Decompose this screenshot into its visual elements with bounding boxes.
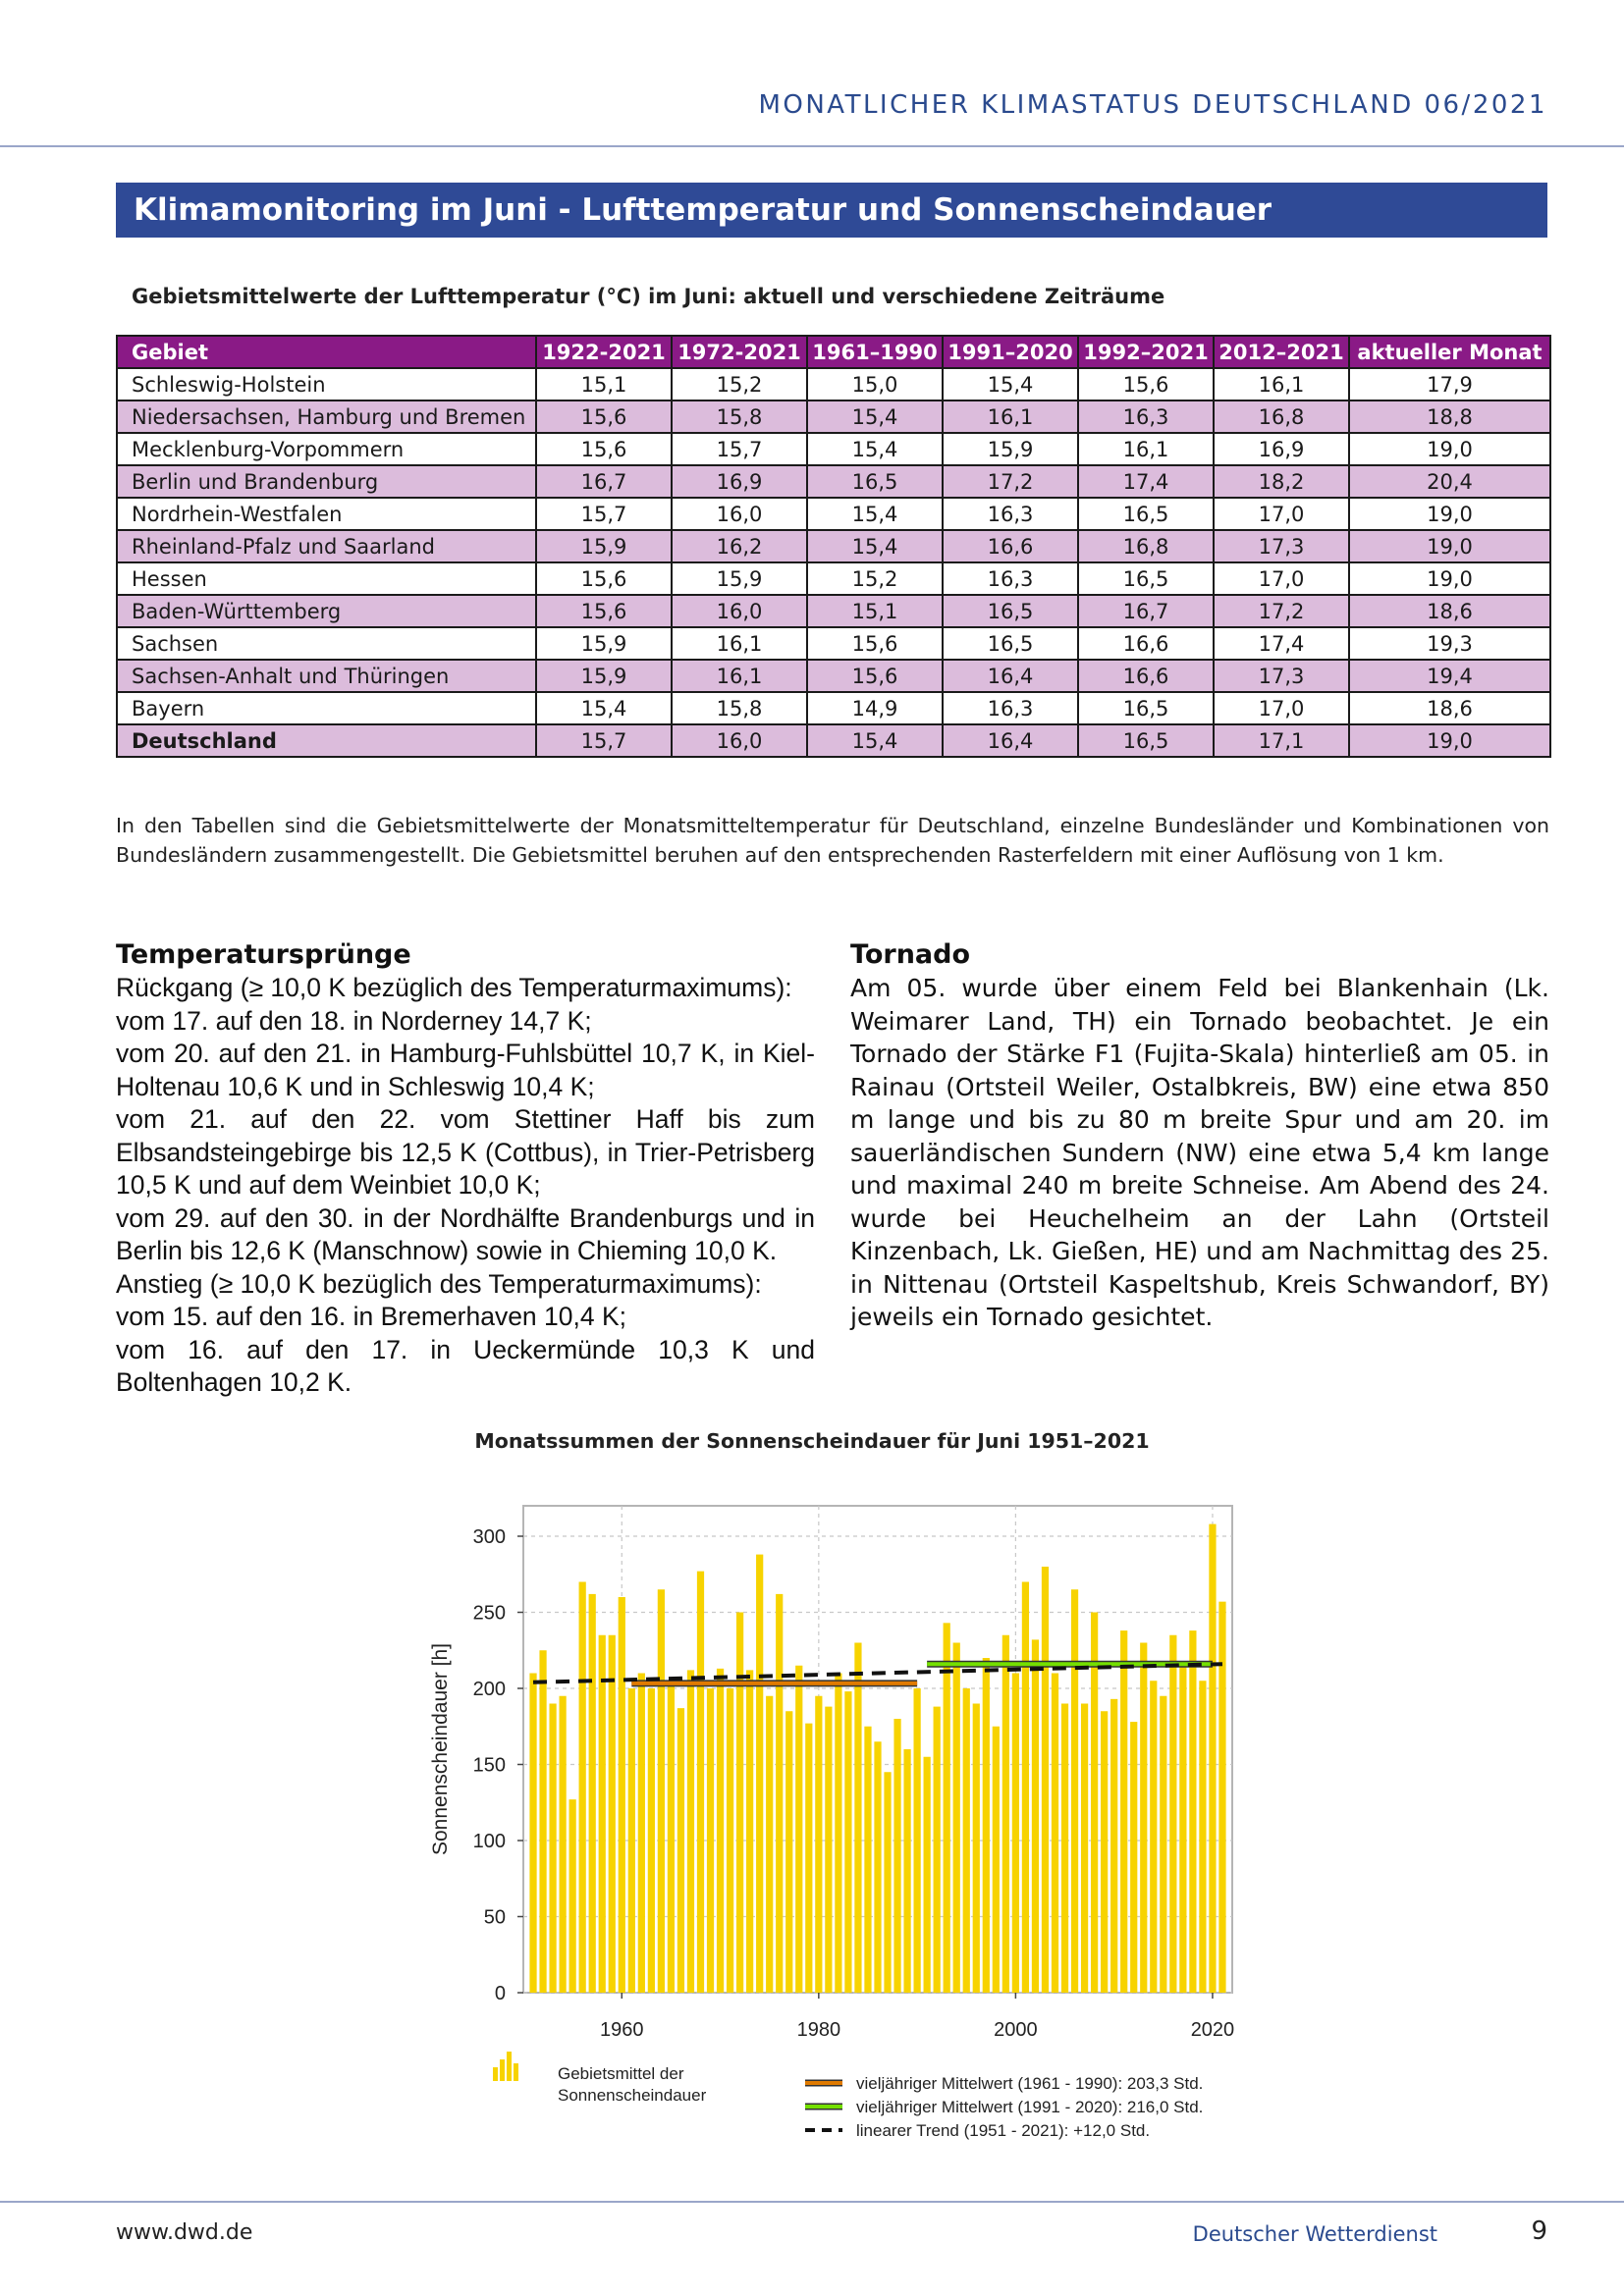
y-tick-label: 100 [472, 1831, 506, 1852]
temperature-cell: 15,7 [672, 433, 807, 465]
temperature-cell: 15,9 [536, 660, 672, 692]
sunshine-bar [539, 1650, 546, 1993]
temperature-cell: 19,0 [1349, 433, 1550, 465]
temperature-cell: 19,0 [1349, 498, 1550, 530]
table-row [117, 660, 1550, 692]
sunshine-bar [1218, 1602, 1225, 1993]
temperature-cell: 19,0 [1349, 724, 1550, 757]
sunshine-bar [835, 1674, 841, 1994]
temperature-cell: 15,1 [536, 368, 672, 400]
temperature-cell: 16,1 [672, 627, 807, 660]
sunshine-bar [677, 1708, 684, 1993]
temperature-cell: 15,8 [672, 692, 807, 724]
temperature-cell: 16,7 [1078, 595, 1214, 627]
sunshine-bar [589, 1594, 596, 1993]
sunshine-bar [1150, 1681, 1157, 1993]
region-name: Nordrhein-Westfalen [117, 498, 536, 530]
legend-bar-icon [507, 2052, 512, 2081]
temperature-cell: 16,3 [943, 562, 1078, 595]
temperature-cell: 17,0 [1214, 562, 1349, 595]
temperature-cell: 15,4 [536, 692, 672, 724]
temperaturspruenge-section [116, 938, 815, 1400]
table-row [117, 400, 1550, 433]
temperature-cell: 16,9 [1214, 433, 1349, 465]
temperature-cell: 15,6 [536, 400, 672, 433]
temperature-cell: 16,6 [1078, 627, 1214, 660]
temperature-cell: 15,4 [807, 433, 943, 465]
sunshine-bar [687, 1670, 694, 1993]
temperature-cell: 16,3 [943, 498, 1078, 530]
temperature-cell: 16,5 [1078, 498, 1214, 530]
column-header: 1961–1990 [807, 336, 943, 368]
region-name: Sachsen [117, 627, 536, 660]
sunshine-bar [1130, 1722, 1137, 1993]
sunshine-bar [579, 1582, 586, 1994]
sunshine-bar [658, 1589, 665, 1993]
region-name: Mecklenburg-Vorpommern [117, 433, 536, 465]
temperature-cell: 15,4 [807, 530, 943, 562]
sunshine-bar [1179, 1666, 1186, 1993]
legend-label: linearer Trend (1951 - 2021): +12,0 Std. [856, 2121, 1151, 2140]
temperature-cell: 15,6 [536, 433, 672, 465]
table-note: In den Tabellen sind die Gebietsmittelwerte der Monatsmitteltemperatur für Deutschland, einzelne Bundesländer und Kombinationen von Bundesländern zusammengestellt. Die Gebietsmittel beruhen auf den entsprechenden Rasterfeldern mit einer Auflösung von 1 km. [116, 814, 1549, 867]
legend-label: vieljähriger Mittelwert (1991 - 2020): 216,0 Std. [856, 2098, 1204, 2116]
sunshine-bar [736, 1613, 743, 1994]
sunshine-bar [619, 1597, 625, 1993]
sunshine-bar [1002, 1635, 1009, 1993]
temperature-cell: 15,6 [807, 627, 943, 660]
x-tick-label: 1960 [600, 2019, 644, 2041]
temperature-cell: 15,4 [807, 724, 943, 757]
footer-divider [0, 2201, 1624, 2203]
sunshine-bar [529, 1674, 536, 1994]
temperature-cell: 16,2 [672, 530, 807, 562]
temperaturspruenge-heading: Temperatursprünge [116, 939, 411, 970]
temperature-cell: 18,8 [1349, 400, 1550, 433]
temperature-cell: 16,1 [943, 400, 1078, 433]
temperature-cell: 16,3 [1078, 400, 1214, 433]
temperature-cell: 16,8 [1214, 400, 1349, 433]
column-header: 1992–2021 [1078, 336, 1214, 368]
sunshine-bar [668, 1683, 675, 1993]
temperature-cell: 15,7 [536, 498, 672, 530]
temperature-cell: 16,5 [1078, 562, 1214, 595]
temperature-cell: 19,3 [1349, 627, 1550, 660]
text-line: vom 29. auf den 30. in der Nordhälfte Brandenburgs und in Berlin bis 12,6 K (Manschnow) sowie in Chieming 10,0 K. [116, 1202, 815, 1265]
sunshine-bar [766, 1696, 773, 1993]
table-row [117, 465, 1550, 498]
region-name: Niedersachsen, Hamburg und Bremen [117, 400, 536, 433]
temperature-cell: 19,0 [1349, 530, 1550, 562]
temperature-cell: 15,6 [807, 660, 943, 692]
table-row [117, 595, 1550, 627]
temperature-cell: 16,1 [672, 660, 807, 692]
sunshine-bar [776, 1594, 783, 1993]
temperature-cell: 16,4 [943, 724, 1078, 757]
text-line: vom 16. auf den 17. in Ueckermünde 10,3 K und Boltenhagen 10,2 K. [116, 1334, 815, 1397]
table-row [117, 692, 1550, 724]
temperature-cell: 16,4 [943, 660, 1078, 692]
y-tick-label: 250 [472, 1602, 506, 1625]
sunshine-bar [785, 1711, 792, 1993]
sunshine-bar [1189, 1630, 1196, 1993]
sunshine-bar [963, 1688, 970, 1993]
temperature-cell: 16,9 [672, 465, 807, 498]
region-name: Rheinland-Pfalz und Saarland [117, 530, 536, 562]
region-name: Baden-Württemberg [117, 595, 536, 627]
sunshine-bar [1052, 1674, 1058, 1994]
temperature-cell: 15,6 [536, 595, 672, 627]
temperature-cell: 15,8 [672, 400, 807, 433]
temperature-cell: 19,4 [1349, 660, 1550, 692]
sunshine-bar [697, 1572, 704, 1993]
legend-bar-icon [514, 2063, 518, 2081]
section-title: Klimamonitoring im Juni - Lufttemperatur und Sonnenscheindauer [116, 183, 1547, 238]
temperature-cell: 17,9 [1349, 368, 1550, 400]
sunshine-bar [973, 1704, 980, 1994]
sunshine-bar [569, 1799, 576, 1993]
sunshine-bar [560, 1696, 567, 1993]
table-row [117, 498, 1550, 530]
sunshine-bar [1209, 1524, 1216, 1993]
temperature-cell: 14,9 [807, 692, 943, 724]
sunshine-bar [707, 1688, 714, 1993]
temperature-cell: 15,4 [943, 368, 1078, 400]
sunshine-bar [1012, 1674, 1019, 1994]
sunshine-bar [914, 1688, 921, 1993]
temperature-cell: 18,6 [1349, 692, 1550, 724]
temperature-cell: 15,0 [807, 368, 943, 400]
temperature-cell: 15,6 [1078, 368, 1214, 400]
temperature-cell: 15,4 [807, 400, 943, 433]
sunshine-bar [717, 1669, 724, 1993]
tornado-text: Am 05. wurde über einem Feld bei Blankenhain (Lk. Weimarer Land, TH) ein Tornado beobachtet. Je ein Tornado der Stärke F1 (Fujita-Skala) hinterließ am 05. in Rainau (Ortsteil Weiler, Ostalbkreis, BW) eine etwa 850 m lange und bis zu 80 m breite Spur und am 20. im sauerländischen Sundern (NW) eine etwa 5,4 km lange und maximal 240 m breite Schneise. Am Abend des 24. wurde bei Heuchelheim an der Lahn (Ortsteil Kinzenbach, Lk. Gießen, HE) und am Nachmittag des 25. in Nittenau (Ortsteil Kaspeltshub, Kreis Schwandorf, BY) jeweils ein Tornado gesichtet. [850, 974, 1549, 1331]
region-name: Hessen [117, 562, 536, 595]
column-header: 1991–2020 [943, 336, 1078, 368]
temperature-cell: 15,2 [807, 562, 943, 595]
temperature-cell: 20,4 [1349, 465, 1550, 498]
table-row [117, 433, 1550, 465]
temperature-cell: 16,5 [943, 595, 1078, 627]
temperature-cell: 17,2 [1214, 595, 1349, 627]
temperature-cell: 17,3 [1214, 530, 1349, 562]
sunshine-bar [1081, 1704, 1088, 1994]
temperature-table [116, 335, 1551, 758]
table-row [117, 724, 1550, 757]
sunshine-bar [1140, 1643, 1147, 1994]
column-header: 2012–2021 [1214, 336, 1349, 368]
y-tick-label: 0 [494, 1983, 506, 2004]
temperature-cell: 16,5 [1078, 692, 1214, 724]
text-line: vom 17. auf den 18. in Norderney 14,7 K; [116, 1005, 592, 1036]
x-tick-label: 2000 [994, 2019, 1038, 2041]
column-header: aktueller Monat [1349, 336, 1550, 368]
sunshine-bar [1160, 1696, 1166, 1993]
temperature-cell: 15,9 [672, 562, 807, 595]
temperature-cell: 16,8 [1078, 530, 1214, 562]
sunshine-bar [1101, 1711, 1108, 1993]
sunshine-bar [825, 1707, 832, 1993]
footer-url: www.dwd.de [116, 2220, 253, 2245]
x-tick-label: 1980 [796, 2019, 841, 2041]
sunshine-bar [864, 1727, 871, 1993]
y-tick-label: 200 [472, 1679, 506, 1700]
sunshine-bar [628, 1688, 635, 1993]
temperature-cell: 16,1 [1078, 433, 1214, 465]
column-header: 1922-2021 [536, 336, 672, 368]
sunshine-bar [903, 1749, 910, 1993]
text-line: vom 20. auf den 21. in Hamburg-Fuhlsbüttel 10,7 K, in Kiel-Holtenau 10,6 K und in Schleswig 10,4 K; [116, 1039, 815, 1101]
temperature-cell: 17,2 [943, 465, 1078, 498]
temperature-cell: 17,4 [1078, 465, 1214, 498]
sunshine-bar [815, 1696, 822, 1993]
legend-bar-icon [500, 2059, 505, 2081]
temperature-cell: 16,6 [1078, 660, 1214, 692]
legend-bar-icon [493, 2067, 498, 2081]
region-name: Schleswig-Holstein [117, 368, 536, 400]
sunshine-bar [1071, 1589, 1078, 1993]
temperature-cell: 15,6 [536, 562, 672, 595]
sunshine-bar [609, 1635, 616, 1993]
sunshine-bar [1032, 1639, 1039, 1993]
sunshine-bar [874, 1741, 881, 1993]
sunshine-bar [1110, 1699, 1117, 1993]
sunshine-bar [1120, 1630, 1127, 1993]
sunshine-bar [746, 1670, 753, 1993]
sunshine-bar [924, 1757, 931, 1993]
column-header: Gebiet [117, 336, 536, 368]
temperature-cell: 15,9 [536, 530, 672, 562]
temperature-cell: 16,0 [672, 724, 807, 757]
legend-label: Gebietsmittel der Sonnenscheindauer [558, 2064, 707, 2105]
tornado-section [850, 938, 1549, 1334]
sunshine-bar [1022, 1582, 1029, 1994]
region-name: Berlin und Brandenburg [117, 465, 536, 498]
report-header-title: MONATLICHER KLIMASTATUS DEUTSCHLAND 06/2021 [758, 90, 1547, 120]
sunshine-bar [1199, 1681, 1206, 1993]
y-axis-label: Sonnenscheindauer [h] [429, 1643, 452, 1855]
temperature-cell: 19,0 [1349, 562, 1550, 595]
temperature-cell: 16,5 [1078, 724, 1214, 757]
temperature-cell: 17,3 [1214, 660, 1349, 692]
temperature-cell: 15,9 [536, 627, 672, 660]
temperature-cell: 17,0 [1214, 692, 1349, 724]
temperature-cell: 16,0 [672, 595, 807, 627]
table-row [117, 627, 1550, 660]
column-header: 1972-2021 [672, 336, 807, 368]
sunshine-bar [795, 1666, 802, 1993]
temperature-cell: 18,6 [1349, 595, 1550, 627]
sunshine-bar [993, 1727, 1000, 1993]
chart-title: Monatssummen der Sonnenscheindauer für Juni 1951–2021 [474, 1429, 1150, 1453]
table-row [117, 530, 1550, 562]
sunshine-bar [1169, 1635, 1176, 1993]
temperature-cell: 17,4 [1214, 627, 1349, 660]
temperature-cell: 16,6 [943, 530, 1078, 562]
sunshine-bar [953, 1643, 960, 1994]
legend-label: vieljähriger Mittelwert (1961 - 1990): 203,3 Std. [856, 2074, 1204, 2093]
temperature-cell: 16,3 [943, 692, 1078, 724]
sunshine-bar [1091, 1613, 1098, 1994]
x-tick-label: 2020 [1190, 2019, 1235, 2041]
y-tick-label: 150 [472, 1754, 506, 1777]
text-line: Rückgang (≥ 10,0 K bezüglich des Temperaturmaximums): [116, 973, 792, 1002]
temperature-cell: 15,7 [536, 724, 672, 757]
y-tick-label: 300 [472, 1526, 506, 1548]
tornado-heading: Tornado [850, 939, 971, 970]
sunshine-bar [599, 1635, 606, 1993]
sunshine-bar [549, 1704, 556, 1994]
sunshine-bar [844, 1691, 851, 1993]
temperature-cell: 16,7 [536, 465, 672, 498]
sunshine-bar [727, 1688, 733, 1993]
region-name: Bayern [117, 692, 536, 724]
table-row [117, 562, 1550, 595]
footer-organisation: Deutscher Wetterdienst [1192, 2222, 1437, 2246]
temperature-cell: 16,5 [807, 465, 943, 498]
sunshine-bar [854, 1643, 861, 1994]
sunshine-bar [934, 1707, 941, 1993]
temperature-cell: 15,4 [807, 498, 943, 530]
table-header-row [117, 336, 1550, 368]
text-line: vom 21. auf den 22. vom Stettiner Haff bis zum Elbsandsteingebirge bis 12,5 K (Cottbus), in Trier-Petrisberg 10,5 K und auf dem Weinbiet 10,0 K; [116, 1104, 815, 1200]
temperature-cell: 16,5 [943, 627, 1078, 660]
table-caption: Gebietsmittelwerte der Lufttemperatur (°C) im Juni: aktuell und verschiedene Zeiträume [132, 285, 1165, 308]
page-number: 9 [1531, 2216, 1547, 2246]
sunshine-bar [648, 1688, 655, 1993]
sunshine-bar [944, 1623, 950, 1993]
header-divider [0, 145, 1624, 147]
sunshine-bar [638, 1674, 645, 1994]
table-row [117, 368, 1550, 400]
sunshine-chart [412, 1492, 1257, 2140]
temperature-cell: 16,1 [1214, 368, 1349, 400]
sunshine-bar [1061, 1704, 1068, 1994]
temperature-cell: 18,2 [1214, 465, 1349, 498]
temperature-cell: 17,1 [1214, 724, 1349, 757]
region-name: Sachsen-Anhalt und Thüringen [117, 660, 536, 692]
sunshine-bar [983, 1658, 990, 1993]
temperature-cell: 15,1 [807, 595, 943, 627]
temperature-cell: 16,0 [672, 498, 807, 530]
region-name: Deutschland [117, 724, 536, 757]
sunshine-bar [805, 1724, 812, 1993]
text-line: Anstieg (≥ 10,0 K bezüglich des Temperaturmaximums): [116, 1268, 762, 1299]
sunshine-bar [1042, 1567, 1049, 1993]
temperature-cell: 15,9 [943, 433, 1078, 465]
sunshine-bar [893, 1719, 900, 1993]
temperature-cell: 17,0 [1214, 498, 1349, 530]
text-line: vom 15. auf den 16. in Bremerhaven 10,4 K; [116, 1302, 627, 1331]
y-tick-label: 50 [483, 1906, 506, 1929]
sunshine-bar [884, 1772, 891, 1993]
temperature-cell: 15,2 [672, 368, 807, 400]
sunshine-bar [756, 1555, 763, 1993]
